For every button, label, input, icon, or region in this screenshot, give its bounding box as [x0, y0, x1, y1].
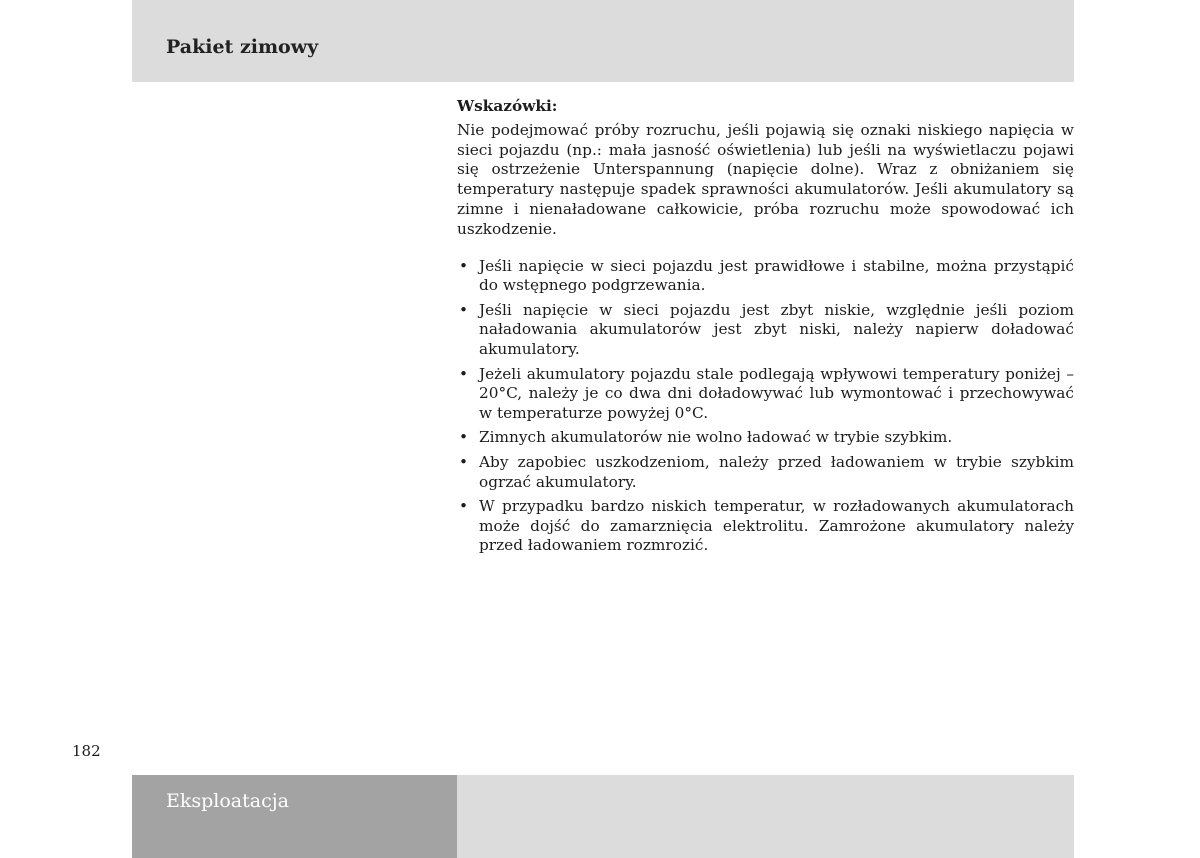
- bullet-item: [457, 365, 1074, 424]
- bullet-icon: •: [459, 300, 469, 319]
- bullet-text: Jeśli napięcie w sieci pojazdu jest prawidłowe i stabilne, można przystąpić do wstępnego podgrzewania.: [479, 256, 1074, 295]
- bullet-text: Aby zapobiec uszkodzeniom, należy przed ładowaniem w trybie szybkim ogrzać akumulatory.: [479, 452, 1074, 491]
- footer-chapter-band: [132, 775, 457, 858]
- notes-intro: Nie podejmować próby rozruchu, jeśli pojawią się oznaki niskiego napięcia w sieci pojazdu (np.: mała jasność oświetlenia) lub jeśli na wyświetlaczu pojawi się ostrzeżenie Unterspannung (napięcie dolne). Wraz z obniżaniem się temperatury następuje spadek sprawności akumulatorów. Jeśli akumulatory są zimne i nienaładowane całkowicie, próba rozruchu może spowodować ich uszkodzenie.: [457, 120, 1074, 238]
- bullet-icon: •: [459, 364, 469, 383]
- footer-band: [457, 775, 1074, 858]
- bullet-icon: •: [459, 496, 469, 515]
- bullet-item: [457, 301, 1074, 360]
- bullet-item: [457, 453, 1074, 493]
- bullet-item: [457, 257, 1074, 297]
- header-band: [132, 0, 1074, 82]
- bullet-icon: •: [459, 452, 469, 471]
- bullet-text: Zimnych akumulatorów nie wolno ładować w trybie szybkim.: [479, 428, 953, 447]
- notes-section: [457, 97, 1074, 561]
- bullet-text: Jeżeli akumulatory pojazdu stale podlegają wpływowi temperatury poniżej –20°C, należy je co dwa dni doładowywać lub wymontować i przechowywać w temperaturze powyżej 0°C.: [479, 364, 1074, 423]
- bullet-item: [457, 497, 1074, 556]
- bullet-icon: •: [459, 428, 469, 447]
- bullet-icon: •: [459, 256, 469, 275]
- notes-bullet-list: [457, 257, 1074, 557]
- bullet-text: W przypadku bardzo niskich temperatur, w rozładowanych akumulatorach może dojść do zamarznięcia elektrolitu. Zamrożone akumulatory należy przed ładowaniem rozmrozić.: [479, 496, 1074, 555]
- page-number: 182: [72, 742, 101, 760]
- bullet-text: Jeśli napięcie w sieci pojazdu jest zbyt niskie, względnie jeśli poziom naładowania akumulatorów jest zbyt niski, należy napierw doładować akumulatory.: [479, 300, 1074, 359]
- bullet-item: [457, 428, 1074, 448]
- section-title: Pakiet zimowy: [166, 36, 319, 58]
- chapter-title: Eksploatacja: [166, 790, 289, 812]
- notes-heading: Wskazówki:: [457, 97, 558, 115]
